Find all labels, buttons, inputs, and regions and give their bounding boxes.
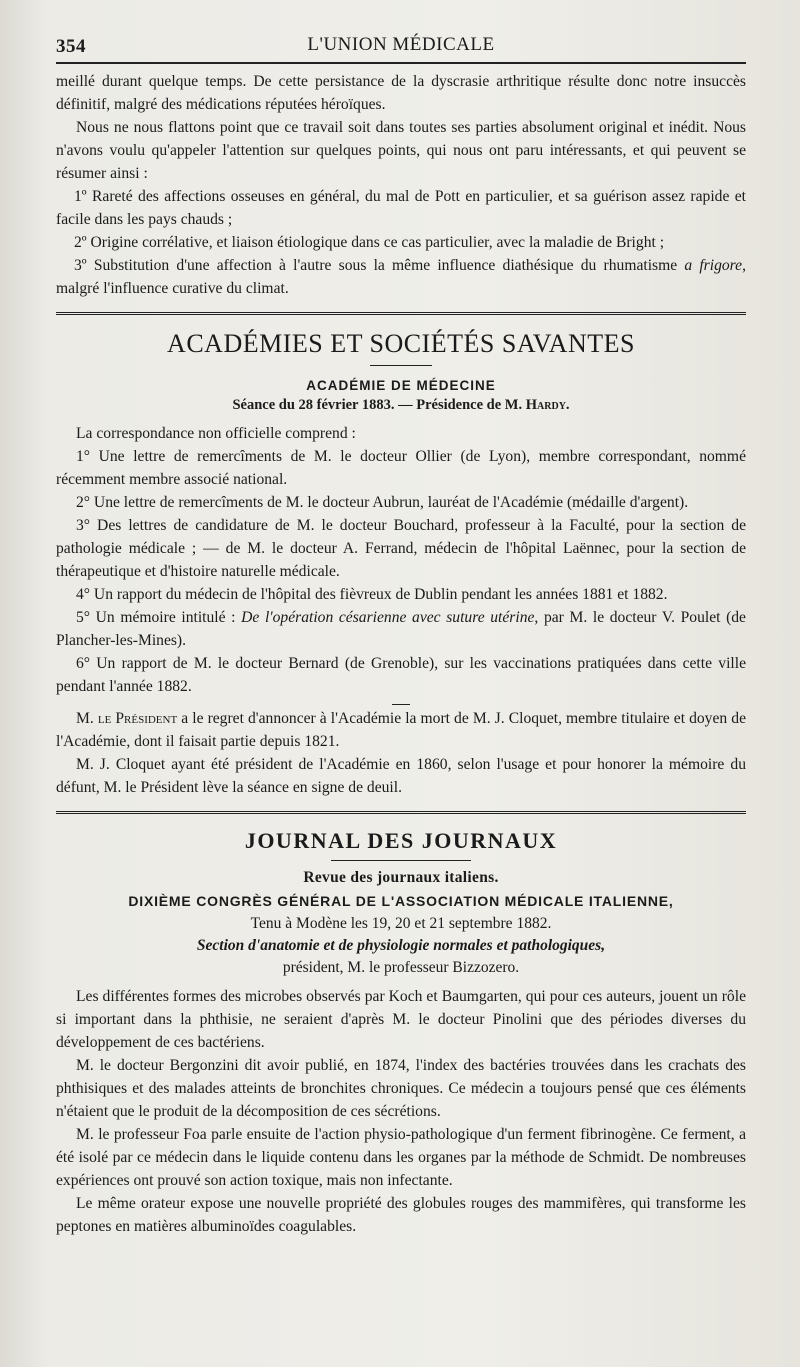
correspondance-item-6: 6° Un rapport de M. le docteur Bernard (de Grenoble), sur les vaccinations pratiquées dans cette ville pendant l'année 1882. [56,655,746,695]
journal-paragraph-1: Les différentes formes des microbes observés par Koch et Baumgarten, qui pour ces auteurs, jouent un rôle si important dans la phthisie, ne seraient d'après M. le docteur Pinolini que des périodes diverses du développement de ces bactériens. [56,988,746,1051]
journal-paragraph-4: Le même orateur expose une nouvelle propriété des globules rouges des mammifères, qui transforme les peptones en matières albuminoïdes coagulables. [56,1195,746,1235]
correspondance-item-4: 4° Un rapport du médecin de l'hôpital des fièvreux de Dublin pendant les années 1881 et 1882. [76,586,668,603]
journal-paragraph-3: M. le professeur Foa parle ensuite de l'action physio-pathologique d'un ferment fibrinogène. Ce ferment, a été isolé par ce médecin dans le liquide contenu dans les organes par la méthode de Schmidt. De nombreuses expériences ont prouvé son action toxique, mais non infectante. [56,1126,746,1189]
short-rule [392,704,410,705]
intro-item-2: 2º Origine corrélative, et liaison étiologique dans ce cas particulier, avec la maladie de Bright ; [74,234,665,251]
running-head [56,28,746,62]
heading-rule [370,365,432,366]
intro-item-3: 3º Substitution d'une affection à l'autre sous la même influence diathésique du rhumatisme a frigore, malgré l'influence curative du climat. [56,257,746,297]
correspondance-item-3: 3° Des lettres de candidature de M. le docteur Bouchard, professeur à la Faculté, pour la section de pathologie médicale ; — de M. le docteur A. Ferrand, médecin de l'hôpital Laënnec, pour la section de thérapeutique et d'histoire naturelle médicale. [56,517,746,580]
intro-paragraph-2: Nous ne nous flattons point que ce travail soit dans toutes ses parties absolument original et inédit. Nous n'avons voulu qu'appeler l'attention sur quelques points, qui nous ont paru intéressants, et qui peuvent se résumer ainsi : [56,119,746,182]
page-number: 354 [56,36,86,57]
journal-title: L'UNION MÉDICALE [307,34,495,55]
section-line: Section d'anatomie et de physiologie normales et pathologiques, [196,937,606,954]
president-line: président, M. le professeur Bizzozero. [282,959,520,976]
seance-line: Séance du 28 février 1883. — Présidence de M. Hardy. [232,397,570,413]
journal-heading: JOURNAL DES JOURNAUX [244,828,558,853]
revue-subheading: Revue des journaux italiens. [303,869,499,886]
academie-subheading: ACADÉMIE DE MÉDECINE [306,378,496,393]
president-announcement: M. le Président a le regret d'annoncer à l'Académie la mort de M. J. Cloquet, membre titulaire et doyen de l'Académie, dont il faisait partie depuis 1821. [56,710,746,750]
academies-heading: ACADÉMIES ET SOCIÉTÉS SAVANTES [167,329,635,358]
correspondance-item-1: 1° Une lettre de remercîments de M. le docteur Ollier (de Lyon), membre correspondant, nommé récemment membre associé national. [56,448,746,488]
section-divider [56,811,746,816]
correspondance-item-5: 5° Un mémoire intitulé : De l'opération césarienne avec suture utérine, par M. le docteur V. Poulet (de Plancher-les-Mines). [56,609,746,649]
congres-heading: DIXIÈME CONGRÈS GÉNÉRAL DE L'ASSOCIATION MÉDICALE ITALIENNE, [128,893,674,909]
heading-rule [331,860,471,861]
correspondance-item-2: 2° Une lettre de remercîments de M. le docteur Aubrun, lauréat de l'Académie (médaille d'argent). [76,494,689,511]
cloquet-paragraph: M. J. Cloquet ayant été président de l'Académie en 1860, selon l'usage et pour honorer la mémoire du défunt, M. le Président lève la séance en signe de deuil. [56,756,746,796]
correspondance-intro: La correspondance non officielle comprend : [76,425,356,442]
intro-paragraph-1: meillé durant quelque temps. De cette persistance de la dyscrasie arthritique résulte donc notre insuccès définitif, malgré des médications réputées héroïques. [56,73,746,113]
journal-paragraph-2: M. le docteur Bergonzini dit avoir publié, en 1874, l'index des bactéries trouvées dans les crachats des phthisiques et des malades atteints de bronchites chroniques. Ce médecin a toujours pensé que ces éléments n'étaient que le produit de la décomposition de ces sécrétions. [56,1057,746,1120]
section-divider [56,312,746,317]
intro-item-1: 1º Rareté des affections osseuses en général, du mal de Pott en particulier, et sa guérison assez rapide et facile dans les pays chauds ; [56,188,746,228]
tenu-line: Tenu à Modène les 19, 20 et 21 septembre 1882. [250,915,552,932]
